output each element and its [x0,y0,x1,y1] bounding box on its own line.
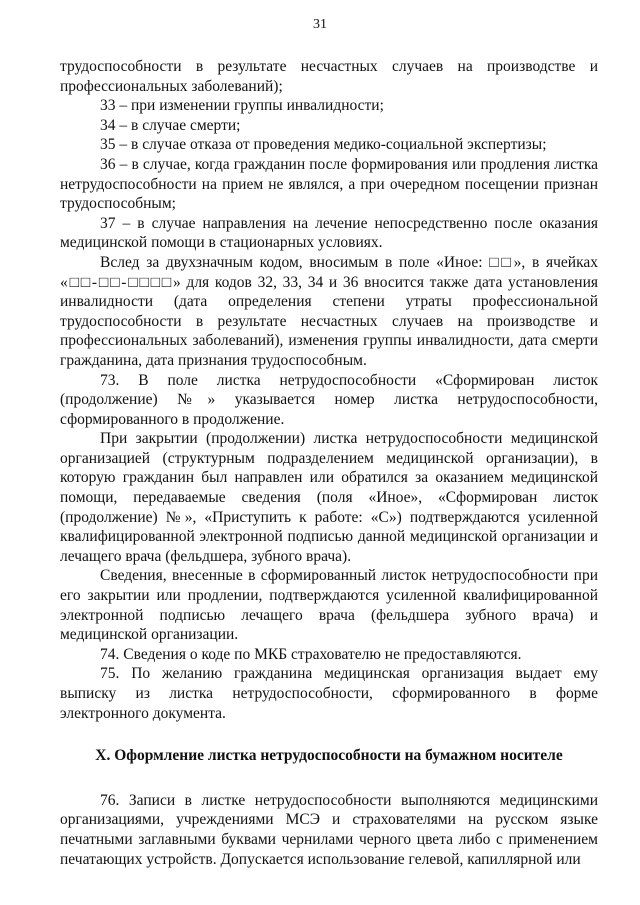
paragraph-code-36: 36 – в случае, когда гражданин после формирования или продления листка нетрудоспособности на прием не являлся, а при очередном посещении признан трудоспособным; [60,155,598,213]
paragraph-75: 75. По желанию гражданина медицинская организация выдает ему выписку из листка нетрудоспособности, сформированного в форме электронного документа. [60,665,598,722]
paragraph-info-signature: Сведения, внесенные в сформированный листок нетрудоспособности при его закрытии или продлении, подтверждаются усиленной квалифицированной электронной подписью лечащего врача (фельдшера зубного врача) и медицинской организации. [60,567,598,644]
paragraph-74: 74. Сведения о коде по МКБ страхователю не предоставляются. [100,645,522,663]
page-number: 31 [313,17,327,32]
paragraph-code-34: 34 – в случае смерти; [100,116,241,134]
paragraph-closing-signature: При закрытии (продолжении) листка нетрудоспособности медицинской организацией (структурным подразделением медицинской организации), в которую гражданин был направлен или обратился за оказанием медицинской помощи, передаваемые сведения (поля «Иное», «Сформирован листок (продолжение) №», «Приступить к работе: «С») подтверждаются усиленной квалифицированной электронной подписью данной медицинской организации и лечащего врача (фельдшера, зубного врача). [60,430,598,565]
paragraph-76: 76. Записи в листке нетрудоспособности выполняются медицинскими организациями, учреждениями МСЭ и страхователями на русском языке печатными заглавными буквами чернилами черного цвета либо с применением печатающих устройств. Допускается использование гелевой, капиллярной или [60,791,598,868]
paragraph-code-37: 37 – в случае направления на лечение непосредственно после оказания медицинской помощи в стационарных условиях. [60,214,598,252]
paragraph-code-35: 35 – в случае отказа от проведения медико-социальной экспертизы; [100,136,547,154]
paragraph-date-codes: Вслед за двухзначным кодом, вносимым в поле «Иное: □□», в ячейках «□□-□□-□□□□» для кодов 32, 33, 34 и 36 вносится также дата установления инвалидности (дата определения степени утраты профессиональной трудоспособности в результате несчастных случаев на производстве и профессиональных заболеваний), изменения группы инвалидности, дата смерти гражданина, дата признания трудоспособным. [60,253,598,369]
paragraph-continuation: трудоспособности в результате несчастных случаев на производстве и профессиональных заболеваний); [60,58,598,95]
section-title: X. Оформление листка нетрудоспособности на бумажном носителе [95,747,563,765]
paragraph-73: 73. В поле листка нетрудоспособности «Сформирован листок (продолжение) №» указывается номер листка нетрудоспособности, сформированного в продолжение. [60,371,598,428]
paragraph-code-33: 33 – при изменении группы инвалидности; [100,97,384,115]
document-body [60,57,598,869]
